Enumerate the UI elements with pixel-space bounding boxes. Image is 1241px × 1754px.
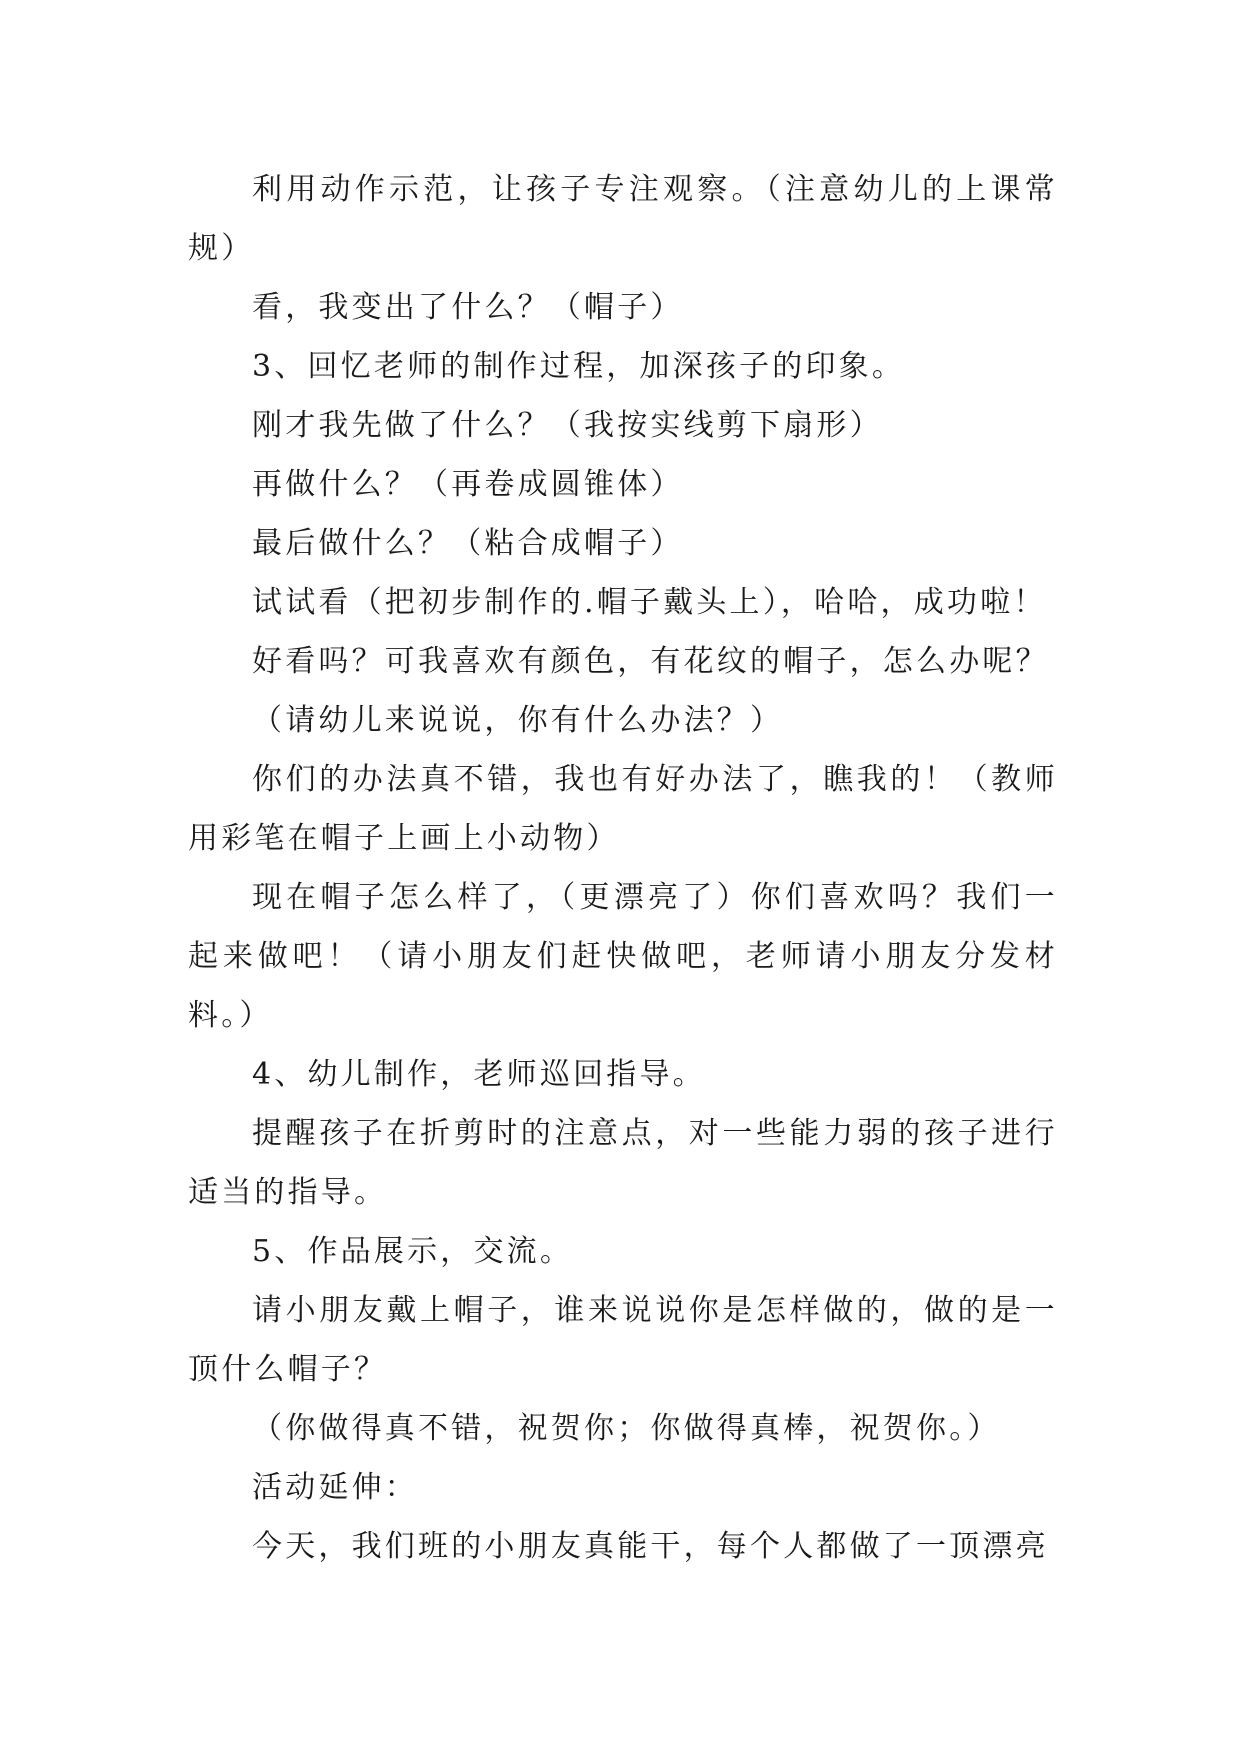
paragraph: 最后做什么？（粘合成帽子） — [252, 526, 684, 561]
paragraph: （你做得真不错，祝贺你；你做得真棒，祝贺你。） — [252, 1411, 1001, 1446]
paragraph: 3、回忆老师的制作过程，加深孩子的印象。 — [252, 349, 906, 384]
paragraph: （请幼儿来说说，你有什么办法？） — [252, 703, 784, 738]
document-body — [188, 160, 1058, 1576]
paragraph: 今天，我们班的小朋友真能干，每个人都做了一顶漂亮 — [252, 1529, 1049, 1564]
paragraph: 5、作品展示，交流。 — [252, 1234, 574, 1269]
paragraph: 好看吗？可我喜欢有颜色，有花纹的帽子，怎么办呢？ — [252, 644, 1049, 679]
paragraph: 刚才我先做了什么？（我按实线剪下扇形） — [252, 408, 883, 443]
paragraph: 活动延伸： — [252, 1470, 418, 1505]
paragraph: 利用动作示范，让孩子专注观察。（注意幼儿的上课常规） — [188, 172, 1058, 266]
paragraph: 提醒孩子在折剪时的注意点，对一些能力弱的孩子进行适当的指导。 — [188, 1116, 1058, 1210]
paragraph: 4、幼儿制作，老师巡回指导。 — [252, 1057, 706, 1092]
paragraph: 你们的办法真不错，我也有好办法了，瞧我的！（教师用彩笔在帽子上画上小动物） — [188, 762, 1058, 856]
paragraph: 试试看（把初步制作的.帽子戴头上），哈哈，成功啦！ — [252, 585, 1047, 620]
paragraph: 再做什么？（再卷成圆锥体） — [252, 467, 684, 502]
paragraph: 请小朋友戴上帽子，谁来说说你是怎样做的，做的是一顶什么帽子？ — [188, 1293, 1058, 1387]
paragraph: 现在帽子怎么样了，（更漂亮了）你们喜欢吗？我们一起来做吧！（请小朋友们赶快做吧，老师请小朋友分发材料。） — [188, 880, 1058, 1033]
paragraph: 看，我变出了什么？（帽子） — [252, 290, 684, 325]
